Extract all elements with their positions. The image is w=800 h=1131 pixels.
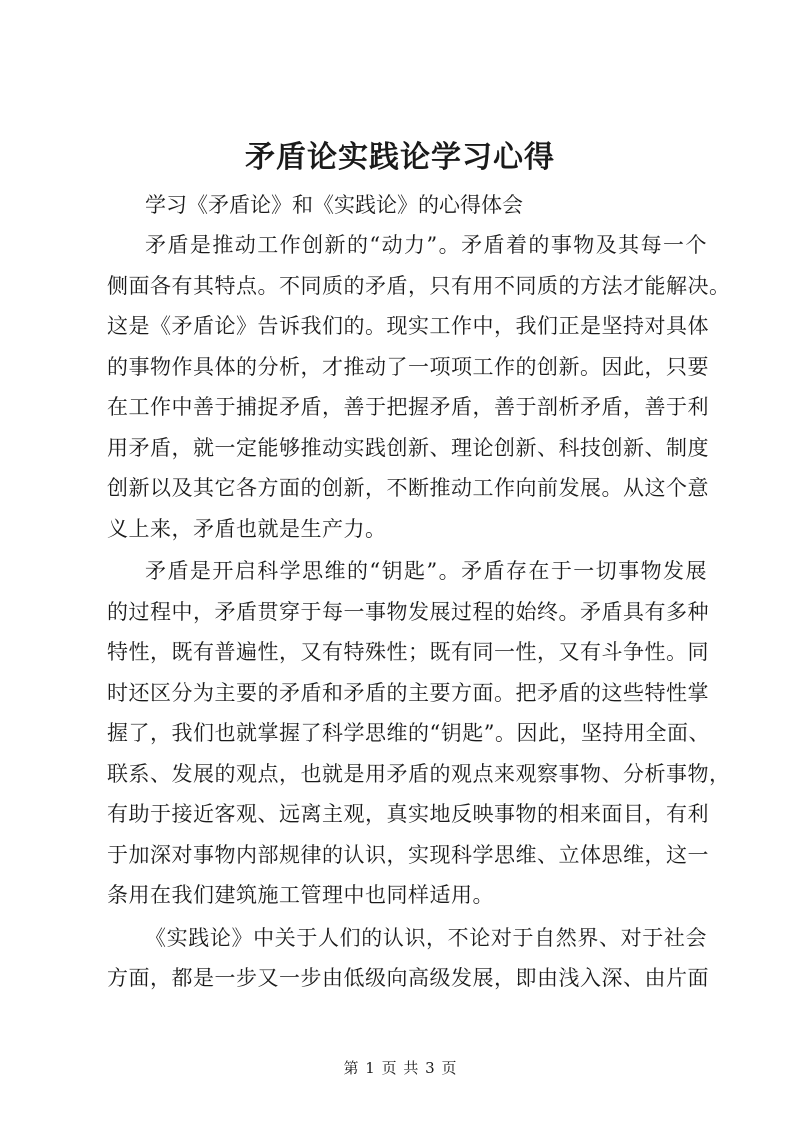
text-line: 用矛盾，就一定能够推动实践创新、理论创新、科技创新、制度: [107, 435, 709, 460]
text-line: 联系、发展的观点，也就是用矛盾的观点来观察事物、分析事物，: [107, 761, 731, 786]
text-line: 侧面各有其特点。不同质的矛盾，只有用不同质的方法才能解决。: [107, 273, 731, 298]
text-line: 条用在我们建筑施工管理中也同样适用。: [107, 883, 494, 907]
text-line: 矛盾是开启科学思维的“钥匙”。矛盾存在于一切事物发展: [145, 559, 707, 583]
text-line: 于加深对事物内部规律的认识，实现科学思维、立体思维，这一: [107, 842, 709, 867]
paragraph-1: [107, 225, 731, 549]
text-line: 有助于接近客观、远离主观，真实地反映事物的相来面目，有利: [107, 802, 709, 826]
paragraph-3: [107, 918, 707, 999]
document-body: [107, 225, 731, 999]
page-footer: 第 1 页 共 3 页: [343, 1059, 457, 1077]
text-line: 时还区分为主要的矛盾和矛盾的主要方面。把矛盾的这些特性掌: [107, 680, 709, 705]
text-line: 的过程中，矛盾贯穿于每一事物发展过程的始终。矛盾具有多种: [107, 599, 709, 624]
text-line: 这是《矛盾论》告诉我们的。现实工作中，我们正是坚持对具体: [107, 314, 709, 338]
paragraph-2: [107, 551, 731, 916]
text-line: 在工作中善于捕捉矛盾，善于把握矛盾，善于剖析矛盾，善于利: [107, 395, 709, 419]
text-line: 《实践论》中关于人们的认识，不论对于自然界、对于社会: [145, 925, 707, 950]
document-title: 矛盾论实践论学习心得: [245, 140, 555, 175]
document-subtitle: 学习《矛盾论》和《实践论》的心得体会: [145, 193, 523, 217]
text-line: 义上来，矛盾也就是生产力。: [107, 516, 387, 541]
text-line: 握了，我们也就掌握了科学思维的“钥匙”。因此，坚持用全面、: [107, 721, 710, 745]
text-line: 的事物作具体的分析，才推动了一项项工作的创新。因此，只要: [107, 354, 709, 379]
text-line: 创新以及其它各方面的创新，不断推动工作向前发展。从这个意: [107, 476, 709, 500]
text-line: 矛盾是推动工作创新的“动力”。矛盾着的事物及其每一个: [145, 233, 707, 257]
text-line: 方面，都是一步又一步由低级向高级发展，即由浅入深、由片面: [107, 966, 709, 990]
text-line: 特性，既有普遍性，又有特殊性；既有同一性，又有斗争性。同: [107, 640, 709, 664]
